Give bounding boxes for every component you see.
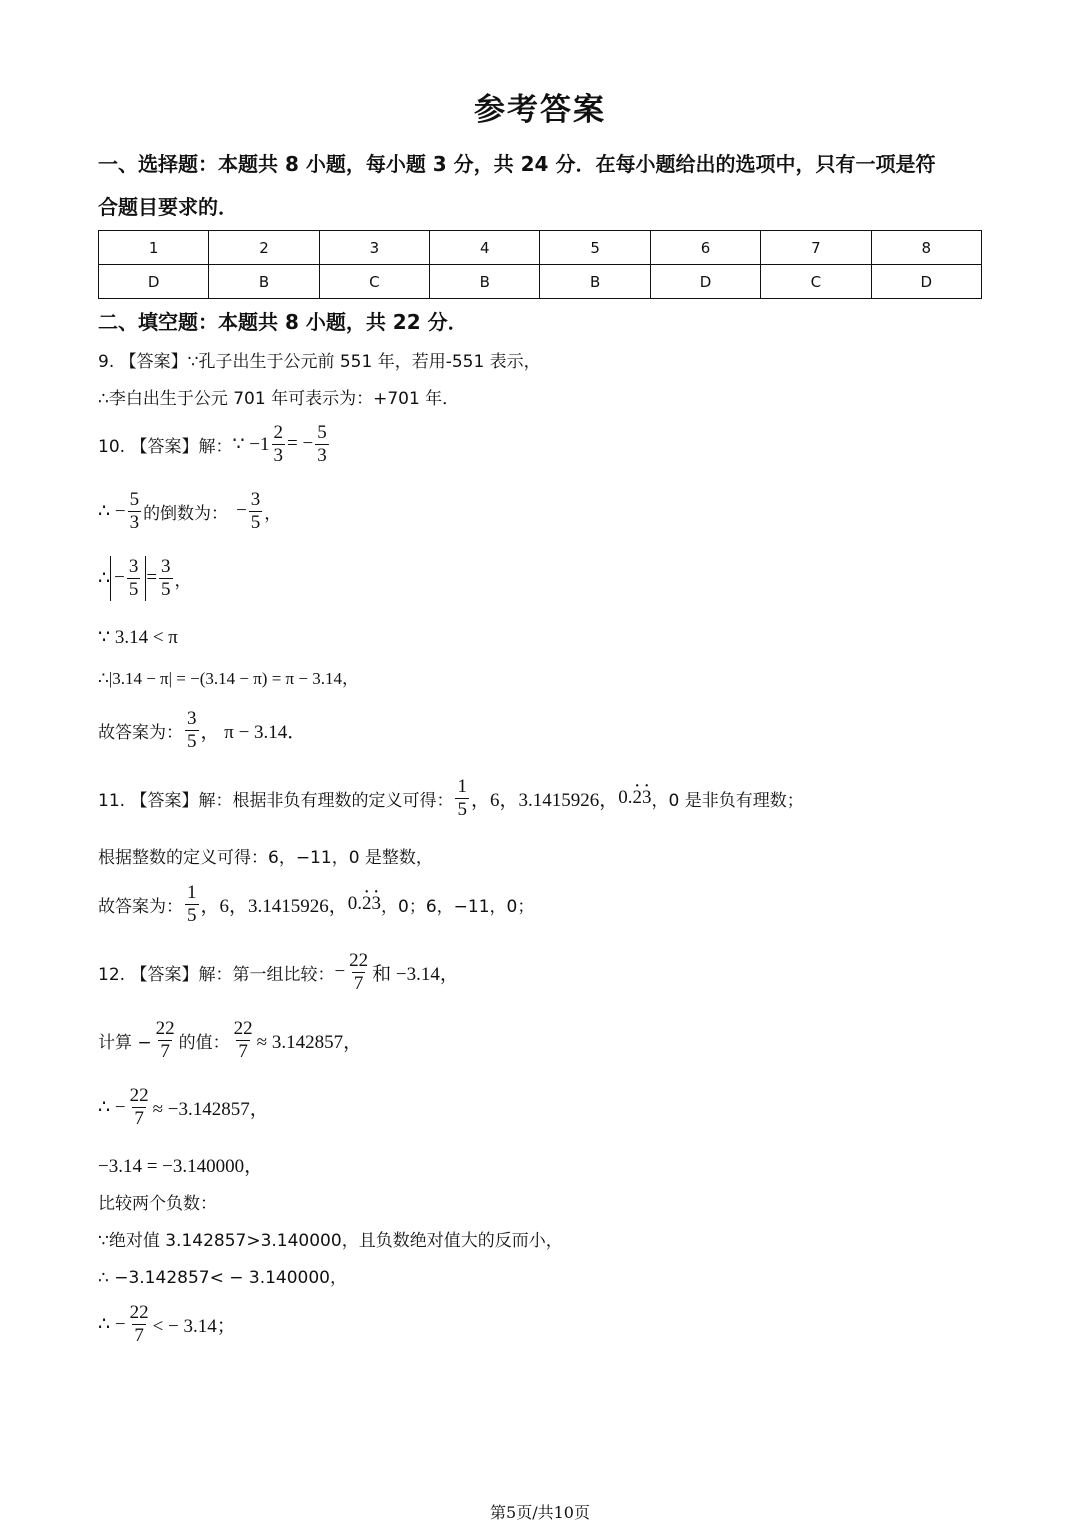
math-text: ∴ − [98, 1096, 126, 1118]
numerator: 3 [187, 708, 197, 729]
numerator: 22 [129, 1085, 149, 1106]
numerator: 3 [128, 556, 139, 577]
section2-heading: 二、填空题：本题共 8 小题，共 22 分． [98, 310, 468, 334]
page-footer: 第5页/共10页 [490, 1503, 590, 1522]
table-cell: D [871, 265, 981, 299]
math-text: < − 3.14； [152, 1315, 236, 1337]
numerator: 5 [317, 422, 327, 443]
q12-line3 [98, 1085, 269, 1130]
math-text: − [236, 500, 247, 522]
line-text: ，0 是非负有理数； [651, 790, 804, 811]
line-text: 计算 − [98, 1032, 152, 1053]
q10-line3 [98, 556, 192, 601]
repeating-digit: · 3 [372, 893, 382, 915]
table-cell: D [650, 265, 760, 299]
fraction [249, 489, 263, 534]
fraction [159, 556, 173, 601]
denominator: 5 [161, 578, 171, 600]
table-cell: 6 [650, 231, 760, 265]
line-text: 12. 【答案】解：第一组比较： [98, 964, 335, 985]
math-text: ∵ −1 [232, 433, 270, 455]
line-text: 11. 【答案】解：根据非负有理数的定义可得： [98, 790, 454, 811]
table-cell: 7 [761, 231, 871, 265]
table-cell: B [430, 265, 540, 299]
decimal-part: 0. [618, 787, 633, 809]
table-cell: C [761, 265, 871, 299]
numerator: 1 [457, 776, 467, 797]
q10-line4: ∵ 3.14 < π [98, 627, 178, 648]
answer-table [98, 230, 982, 299]
denominator: 5 [128, 578, 139, 600]
fraction [232, 1018, 255, 1063]
denominator: 7 [353, 972, 364, 994]
denominator: 7 [134, 1324, 144, 1346]
numerator: 5 [129, 489, 140, 510]
numerator: 22 [233, 1018, 253, 1039]
repeating-digit: · 2 [632, 787, 642, 809]
q9-line2: ∴李白出生于公元 701 年可表示为：+701 年． [98, 389, 460, 409]
numerator: 3 [161, 556, 171, 577]
math-text: ，6，3.1415926， [470, 789, 619, 811]
denominator: 3 [317, 444, 327, 466]
table-cell: B [540, 265, 650, 299]
section1-heading-line1: 一、选择题：本题共 8 小题，每小题 3 分，共 24 分．在每小题给出的选项中，只有一项是符 [98, 152, 936, 176]
line-text: 的倒数为： [143, 503, 229, 524]
numerator: 3 [250, 489, 261, 510]
fraction [272, 422, 286, 467]
denominator: 7 [160, 1040, 170, 1062]
table-cell: 5 [540, 231, 650, 265]
table-cell: B [209, 265, 319, 299]
table-cell: 3 [319, 231, 429, 265]
fraction [185, 708, 199, 753]
q12-line2 [98, 1018, 362, 1063]
math-text: ≈ −3.142857， [152, 1098, 269, 1120]
q12-line1 [98, 950, 459, 995]
repeating-decimal [618, 787, 651, 809]
math-text: ∴ − [98, 1313, 126, 1335]
denominator: 5 [250, 511, 261, 533]
repeating-digit: · 2 [362, 893, 372, 915]
math-text: − [114, 567, 125, 589]
fraction [154, 1018, 177, 1063]
fraction [185, 882, 199, 927]
math-text: − [334, 961, 346, 983]
repeating-digit: · 3 [642, 787, 652, 809]
numerator: 22 [349, 950, 369, 971]
line-text: ， [264, 503, 282, 524]
line-text: 故答案为： [98, 722, 183, 743]
q10-line6 [98, 708, 306, 753]
table-cell: C [319, 265, 429, 299]
table-cell: D [99, 265, 209, 299]
math-text: ，6，3.1415926， [200, 895, 348, 917]
q12-line4: −3.14 = −3.140000， [98, 1156, 264, 1177]
decimal-part: 0. [347, 893, 363, 915]
denominator: 7 [238, 1040, 248, 1062]
q12-line7: ∴ −3.142857< − 3.140000， [98, 1268, 347, 1288]
line-text: ， [174, 570, 192, 591]
q10-line1 [98, 422, 331, 467]
table-cell: 1 [99, 231, 209, 265]
math-text: ， π − 3.14． [200, 721, 307, 743]
q12-line8 [98, 1302, 236, 1347]
math-text: ∴ [98, 567, 111, 589]
fraction [128, 1302, 151, 1347]
absolute-value [110, 556, 146, 601]
q10-line5: ∴|3.14 − π| = −(3.14 − π) = π − 3.14， [98, 669, 359, 688]
section1-heading-line2: 合题目要求的． [98, 195, 238, 219]
page-title: 参考答案 [474, 92, 606, 128]
denominator: 3 [129, 511, 140, 533]
denominator: 5 [187, 904, 197, 926]
line-text: 的值： [178, 1032, 230, 1053]
q11-line2: 根据整数的定义可得：6，−11，0 是整数， [98, 848, 433, 868]
math-text: = − [287, 433, 314, 455]
fraction [347, 950, 370, 995]
repeating-decimal [348, 893, 381, 915]
math-text: = [146, 567, 158, 589]
q10-line2 [98, 489, 281, 534]
table-cell: 2 [209, 231, 319, 265]
denominator: 5 [187, 730, 197, 752]
table-row-answers [99, 265, 982, 299]
fraction [128, 489, 142, 534]
table-row-numbers [99, 231, 982, 265]
fraction [128, 1085, 151, 1130]
line-text: ，0；6，−11，0； [381, 896, 535, 917]
q12-line6: ∵绝对值 3.142857>3.140000，且负数绝对值大的反而小， [98, 1231, 563, 1251]
numerator: 22 [129, 1302, 149, 1323]
denominator: 7 [134, 1107, 144, 1129]
math-text: 和 −3.14， [372, 963, 459, 985]
denominator: 3 [273, 444, 284, 466]
table-cell: 4 [430, 231, 540, 265]
line-text: 故答案为： [98, 896, 183, 917]
fraction [127, 556, 141, 601]
q11-line3 [98, 882, 534, 927]
table-cell: 8 [871, 231, 981, 265]
math-text: ≈ 3.142857， [256, 1031, 363, 1053]
q11-line1 [98, 776, 804, 821]
numerator: 2 [273, 422, 284, 443]
fraction [455, 776, 469, 821]
denominator: 5 [457, 798, 467, 820]
q12-line5: 比较两个负数： [98, 1194, 217, 1214]
q10-label: 10. 【答案】解： [98, 436, 233, 457]
math-text: ∴ − [98, 500, 126, 522]
q9-line1: 9. 【答案】∵孔子出生于公元前 551 年，若用-551 表示， [98, 352, 541, 372]
numerator: 1 [187, 882, 197, 903]
fraction [315, 422, 329, 467]
numerator: 22 [155, 1018, 175, 1039]
